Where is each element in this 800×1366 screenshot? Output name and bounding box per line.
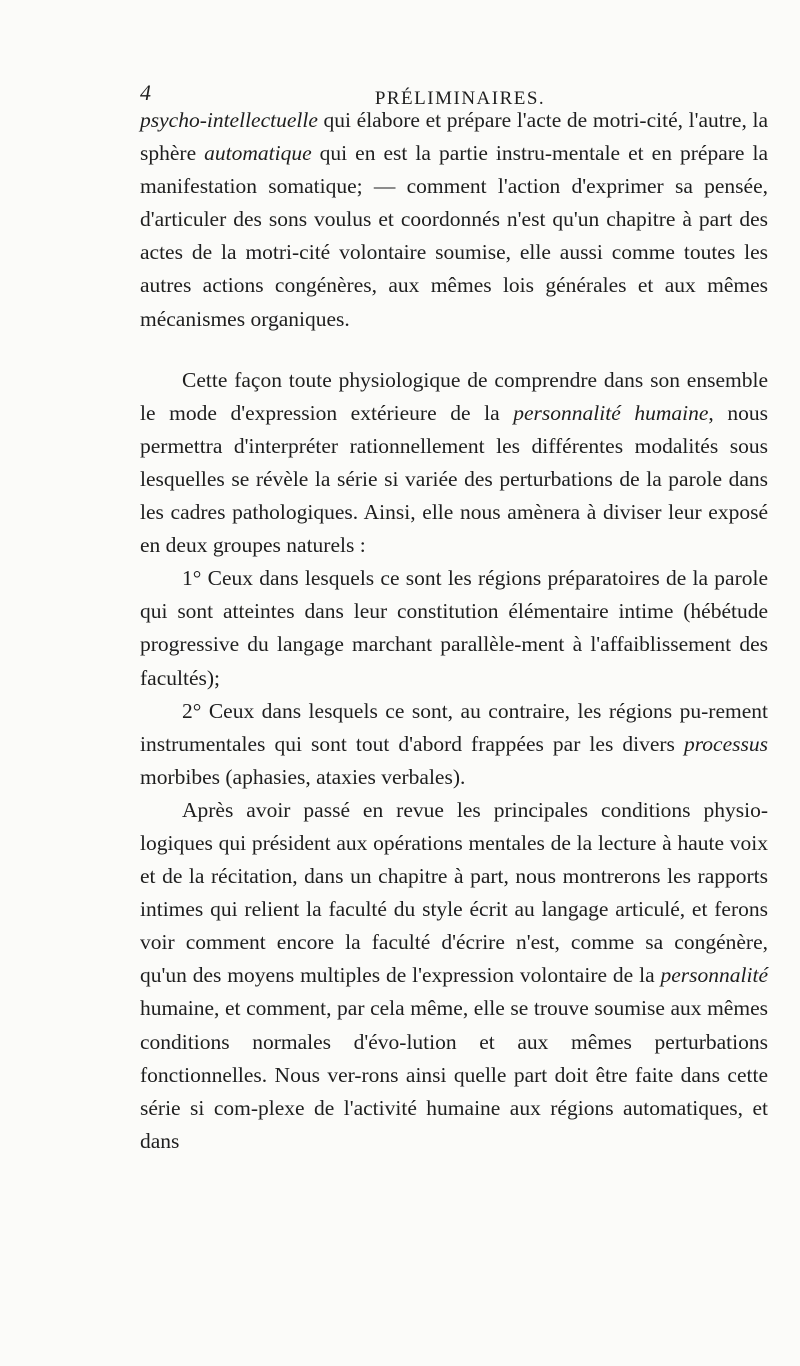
paragraph-5-segment-3: humaine, et comment, par cela même, elle se trouve soumise aux mêmes conditions normales d'évo-lution et aux mêmes perturbations fonctionnelles. Nous ver-rons ainsi quelle part doit être faite dans cette série si com-plexe de l'activité humaine aux régions automatiques, et dans: [140, 996, 768, 1153]
page-number: 4: [140, 80, 151, 105]
paragraph-1: [140, 104, 768, 336]
paragraph-1-segment-3: automatique: [204, 141, 312, 166]
paragraph-2: [140, 364, 768, 563]
paragraph-4: [140, 695, 768, 794]
paragraph-3: [140, 562, 768, 694]
body-text: [140, 104, 768, 1158]
paragraph-5-segment-2: personnalité: [660, 963, 768, 988]
paragraph-4-segment-2: processus: [683, 731, 768, 756]
paragraph-5-segment-1: Après avoir passé en revue les principales conditions physio-logiques qui président aux opérations mentales de la lecture à haute voix et de la récitation, dans un chapitre à part, nous montrerons les rapports intimes qui relient la faculté du style écrit au langage articulé, et ferons voir comment encore la faculté d'écrire n'est, comme sa congénère, qu'un des moyens multiples de l'expression volontaire de la: [140, 797, 768, 988]
paragraph-1-segment-1: psycho-intellectuelle: [140, 108, 318, 132]
paragraph-2-segment-2: personnalité humaine: [513, 400, 709, 425]
paragraph-5: [140, 794, 768, 1158]
paragraph-1-segment-2: qui élabore et prépare l'acte de motri-cité, l'autre, la sphère: [140, 108, 768, 166]
header-title: PRÉLIMINAIRES.: [374, 88, 546, 109]
paragraph-3-segment-1: 1° Ceux dans lesquels ce sont les régions préparatoires de la parole qui sont atteintes dans leur constitution élémentaire intime (hébétude progressive du langage marchant parallèle-ment à l'affaiblissement des facultés);: [140, 566, 768, 690]
paragraph-4-segment-1: 2° Ceux dans lesquels ce sont, au contraire, les régions pu-rement instrumentales qui sont tout d'abord frappées par les divers: [140, 698, 768, 756]
paragraph-2-segment-3: , nous permettra d'interpréter rationnellement les différentes modalités sous lesquelles se révèle la série si variée des perturbations de la parole dans les cadres pathologiques. Ainsi, elle nous amènera à diviser leur exposé en deux groupes naturels :: [140, 400, 768, 558]
paragraph-2-segment-1: Cette façon toute physiologique de comprendre dans son ensemble le mode d'expression extérieure de la: [140, 367, 768, 425]
paragraph-4-segment-3: morbibes (aphasies, ataxies verbales).: [140, 764, 466, 789]
paragraph-1-segment-4: qui en est la partie instru-mentale et en prépare la manifestation somatique; — comment l'action d'exprimer sa pensée, d'articuler des sons voulus et coordonnés n'est qu'un chapitre à part des actes de la motri-cité volontaire soumise, elle aussi comme toutes les autres actions congénères, aux mêmes lois générales et aux mêmes mécanismes organiques.: [140, 141, 768, 331]
